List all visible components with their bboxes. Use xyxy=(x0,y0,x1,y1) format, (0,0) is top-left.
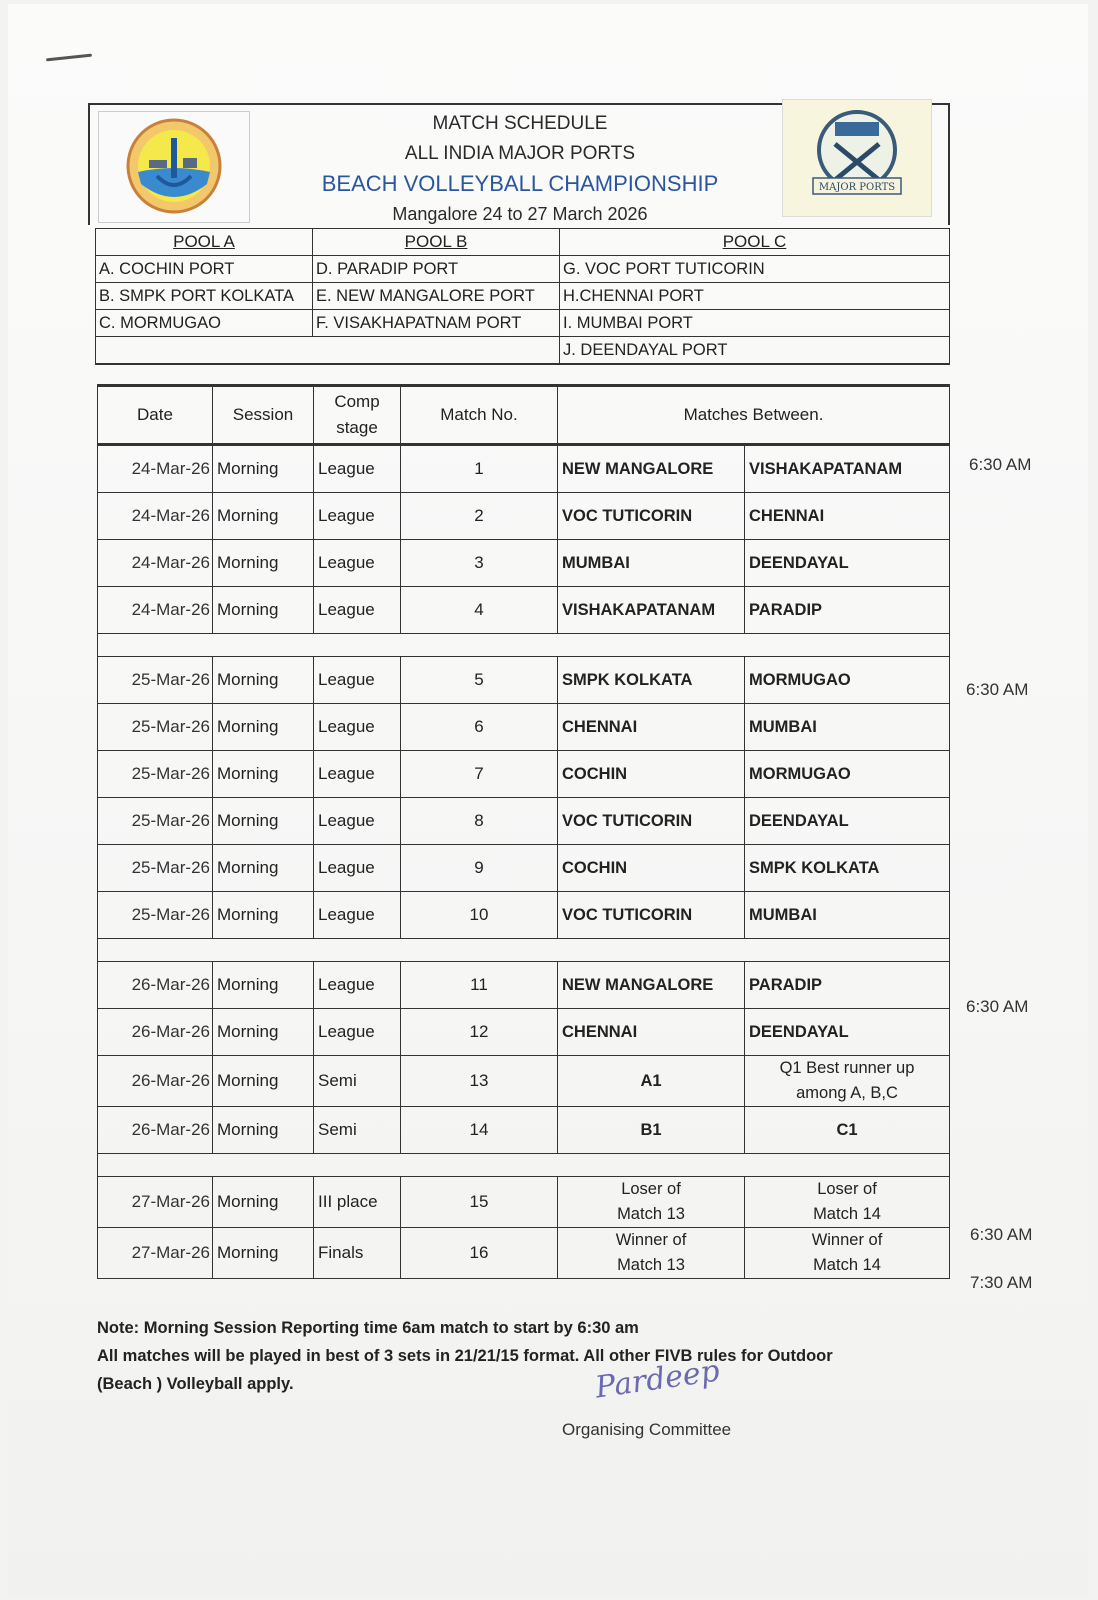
team-one: VOC TUTICORIN xyxy=(558,798,745,845)
match-session: Morning xyxy=(213,445,314,493)
pool-c-header: POOL C xyxy=(560,229,950,256)
team-one: CHENNAI xyxy=(558,704,745,751)
schedule-row xyxy=(98,962,950,1009)
pool-cell: C. MORMUGAO xyxy=(96,310,313,337)
match-number: 6 xyxy=(401,704,558,751)
match-number: 1 xyxy=(401,445,558,493)
match-stage: III place xyxy=(314,1177,401,1228)
match-stage: Semi xyxy=(314,1107,401,1154)
team-line: Match 13 xyxy=(617,1205,685,1223)
major-ports-logo-text: MAJOR PORTS xyxy=(818,182,896,193)
team-two: MORMUGAO xyxy=(745,657,950,704)
schedule-row xyxy=(98,1228,950,1279)
pool-row xyxy=(96,310,950,337)
pool-b-header: POOL B xyxy=(313,229,560,256)
team-two xyxy=(745,1177,950,1228)
pool-row xyxy=(96,283,950,310)
pool-cell: D. PARADIP PORT xyxy=(313,256,560,283)
match-session: Morning xyxy=(213,493,314,540)
start-time-day3: 6:30 AM xyxy=(966,997,1029,1016)
match-session: Morning xyxy=(213,704,314,751)
team-one: MUMBAI xyxy=(558,540,745,587)
team-one xyxy=(558,1177,745,1228)
match-session: Morning xyxy=(213,1056,314,1107)
pool-table xyxy=(95,228,950,365)
pool-cell-empty xyxy=(96,337,560,365)
schedule-row xyxy=(98,892,950,939)
pool-cell: A. COCHIN PORT xyxy=(96,256,313,283)
match-session: Morning xyxy=(213,1107,314,1154)
match-stage: League xyxy=(314,540,401,587)
team-two: MORMUGAO xyxy=(745,751,950,798)
match-stage: League xyxy=(314,704,401,751)
team-line: Q1 Best runner up xyxy=(779,1059,915,1077)
match-session: Morning xyxy=(213,587,314,634)
match-date: 26-Mar-26 xyxy=(98,1009,213,1056)
day-separator-cell xyxy=(98,634,950,657)
match-session: Morning xyxy=(213,540,314,587)
team-two: PARADIP xyxy=(745,962,950,1009)
note-format: All matches will be played in best of 3 sets in 21/21/15 format. All other FIVB rules for Outdoor xyxy=(97,1347,833,1365)
match-number: 3 xyxy=(401,540,558,587)
team-line: Match 13 xyxy=(617,1256,685,1274)
match-date: 24-Mar-26 xyxy=(98,587,213,634)
day-separator-cell xyxy=(98,939,950,962)
schedule-row xyxy=(98,540,950,587)
match-session: Morning xyxy=(213,845,314,892)
match-session: Morning xyxy=(213,962,314,1009)
match-stage: League xyxy=(314,798,401,845)
title-match-schedule: MATCH SCHEDULE xyxy=(432,113,608,134)
schedule-row xyxy=(98,704,950,751)
pool-cell: J. DEENDAYAL PORT xyxy=(560,337,950,365)
match-session: Morning xyxy=(213,798,314,845)
organising-committee: Organising Committee xyxy=(562,1420,732,1439)
team-one: NEW MANGALORE xyxy=(558,962,745,1009)
team-line: Loser of xyxy=(817,1180,877,1198)
schedule-row xyxy=(98,657,950,704)
team-line: among A, B,C xyxy=(796,1084,898,1102)
match-date: 25-Mar-26 xyxy=(98,751,213,798)
team-one: VISHAKAPATANAM xyxy=(558,587,745,634)
day-separator-row xyxy=(98,634,950,657)
pool-row xyxy=(96,256,950,283)
match-stage: Finals xyxy=(314,1228,401,1279)
match-number: 2 xyxy=(401,493,558,540)
team-two: PARADIP xyxy=(745,587,950,634)
match-stage: League xyxy=(314,1009,401,1056)
team-two: MUMBAI xyxy=(745,704,950,751)
start-time-match16: 7:30 AM xyxy=(970,1273,1033,1292)
match-number: 14 xyxy=(401,1107,558,1154)
schedule-row xyxy=(98,1009,950,1056)
team-one: COCHIN xyxy=(558,751,745,798)
schedule-row xyxy=(98,493,950,540)
match-date: 27-Mar-26 xyxy=(98,1177,213,1228)
match-number: 7 xyxy=(401,751,558,798)
team-two: DEENDAYAL xyxy=(745,1009,950,1056)
team-one: NEW MANGALORE xyxy=(558,445,745,493)
match-stage: League xyxy=(314,962,401,1009)
match-session: Morning xyxy=(213,1177,314,1228)
note-rules: (Beach ) Volleyball apply. xyxy=(97,1375,294,1393)
match-date: 25-Mar-26 xyxy=(98,704,213,751)
day-separator-row xyxy=(98,1154,950,1177)
match-session: Morning xyxy=(213,657,314,704)
match-number: 12 xyxy=(401,1009,558,1056)
team-one: VOC TUTICORIN xyxy=(558,892,745,939)
team-one: SMPK KOLKATA xyxy=(558,657,745,704)
team-one xyxy=(558,1228,745,1279)
match-stage: League xyxy=(314,493,401,540)
schedule-header-row xyxy=(98,386,950,445)
team-two xyxy=(745,1228,950,1279)
schedule-row xyxy=(98,1056,950,1107)
team-line: Winner of xyxy=(615,1231,687,1249)
day-separator-cell xyxy=(98,1154,950,1177)
match-date: 24-Mar-26 xyxy=(98,540,213,587)
match-stage: League xyxy=(314,892,401,939)
team-two xyxy=(745,1056,950,1107)
pool-header-row xyxy=(96,229,950,256)
title-championship: BEACH VOLLEYBALL CHAMPIONSHIP xyxy=(321,171,719,196)
pool-cell: G. VOC PORT TUTICORIN xyxy=(560,256,950,283)
day-separator-row xyxy=(98,939,950,962)
pool-a-header: POOL A xyxy=(96,229,313,256)
match-number: 5 xyxy=(401,657,558,704)
team-two: VISHAKAPATANAM xyxy=(745,445,950,493)
start-time-match15: 6:30 AM xyxy=(970,1225,1033,1244)
schedule-row xyxy=(98,845,950,892)
team-two: SMPK KOLKATA xyxy=(745,845,950,892)
team-one: B1 xyxy=(558,1107,745,1154)
team-line: Match 14 xyxy=(813,1205,881,1223)
schedule-table xyxy=(97,384,950,1279)
header-comp-stage: Comp stage xyxy=(314,386,401,445)
title-block xyxy=(320,109,720,229)
match-number: 13 xyxy=(401,1056,558,1107)
schedule-row xyxy=(98,587,950,634)
match-number: 15 xyxy=(401,1177,558,1228)
pool-cell: B. SMPK PORT KOLKATA xyxy=(96,283,313,310)
match-date: 25-Mar-26 xyxy=(98,798,213,845)
team-two: DEENDAYAL xyxy=(745,798,950,845)
pool-cell: E. NEW MANGALORE PORT xyxy=(313,283,560,310)
header-match-no: Match No. xyxy=(401,386,558,445)
match-session: Morning xyxy=(213,892,314,939)
match-stage: League xyxy=(314,657,401,704)
match-number: 8 xyxy=(401,798,558,845)
match-date: 26-Mar-26 xyxy=(98,962,213,1009)
header-session: Session xyxy=(213,386,314,445)
team-two: CHENNAI xyxy=(745,493,950,540)
match-number: 4 xyxy=(401,587,558,634)
match-stage: League xyxy=(314,587,401,634)
start-time-day1: 6:30 AM xyxy=(969,455,1032,474)
team-line: Match 14 xyxy=(813,1256,881,1274)
header-date: Date xyxy=(98,386,213,445)
match-date: 26-Mar-26 xyxy=(98,1056,213,1107)
team-two: MUMBAI xyxy=(745,892,950,939)
match-date: 24-Mar-26 xyxy=(98,493,213,540)
pool-row xyxy=(96,337,950,365)
port-authority-logo xyxy=(98,111,250,223)
schedule-row xyxy=(98,751,950,798)
match-stage: Semi xyxy=(314,1056,401,1107)
schedule-body xyxy=(98,445,950,1279)
match-session: Morning xyxy=(213,751,314,798)
start-time-day2: 6:30 AM xyxy=(966,680,1029,699)
team-one: CHENNAI xyxy=(558,1009,745,1056)
match-stage: League xyxy=(314,845,401,892)
match-number: 16 xyxy=(401,1228,558,1279)
team-line: Loser of xyxy=(621,1180,681,1198)
pool-cell: I. MUMBAI PORT xyxy=(560,310,950,337)
notes xyxy=(97,1314,833,1398)
team-line: Winner of xyxy=(811,1231,883,1249)
match-number: 9 xyxy=(401,845,558,892)
major-ports-logo xyxy=(782,99,932,217)
team-two: DEENDAYAL xyxy=(745,540,950,587)
match-stage: League xyxy=(314,445,401,493)
match-date: 25-Mar-26 xyxy=(98,657,213,704)
match-date: 25-Mar-26 xyxy=(98,845,213,892)
header-matches-between: Matches Between. xyxy=(558,386,950,445)
signature: Pardeep xyxy=(593,1353,722,1406)
match-date: 24-Mar-26 xyxy=(98,445,213,493)
note-reporting-time: Note: Morning Session Reporting time 6am match to start by 6:30 am xyxy=(97,1319,639,1337)
match-date: 26-Mar-26 xyxy=(98,1107,213,1154)
match-number: 11 xyxy=(401,962,558,1009)
title-venue-dates: Mangalore 24 to 27 March 2026 xyxy=(392,204,648,224)
schedule-row xyxy=(98,1177,950,1228)
team-one: COCHIN xyxy=(558,845,745,892)
pool-cell: H.CHENNAI PORT xyxy=(560,283,950,310)
team-two: C1 xyxy=(745,1107,950,1154)
match-session: Morning xyxy=(213,1009,314,1056)
schedule-row xyxy=(98,798,950,845)
match-date: 27-Mar-26 xyxy=(98,1228,213,1279)
match-number: 10 xyxy=(401,892,558,939)
match-date: 25-Mar-26 xyxy=(98,892,213,939)
team-one: VOC TUTICORIN xyxy=(558,493,745,540)
title-organisation: ALL INDIA MAJOR PORTS xyxy=(404,143,636,164)
match-stage: League xyxy=(314,751,401,798)
schedule-row xyxy=(98,445,950,493)
header-box xyxy=(88,103,950,225)
schedule-row xyxy=(98,1107,950,1154)
match-session: Morning xyxy=(213,1228,314,1279)
pool-cell: F. VISAKHAPATNAM PORT xyxy=(313,310,560,337)
team-one: A1 xyxy=(558,1056,745,1107)
